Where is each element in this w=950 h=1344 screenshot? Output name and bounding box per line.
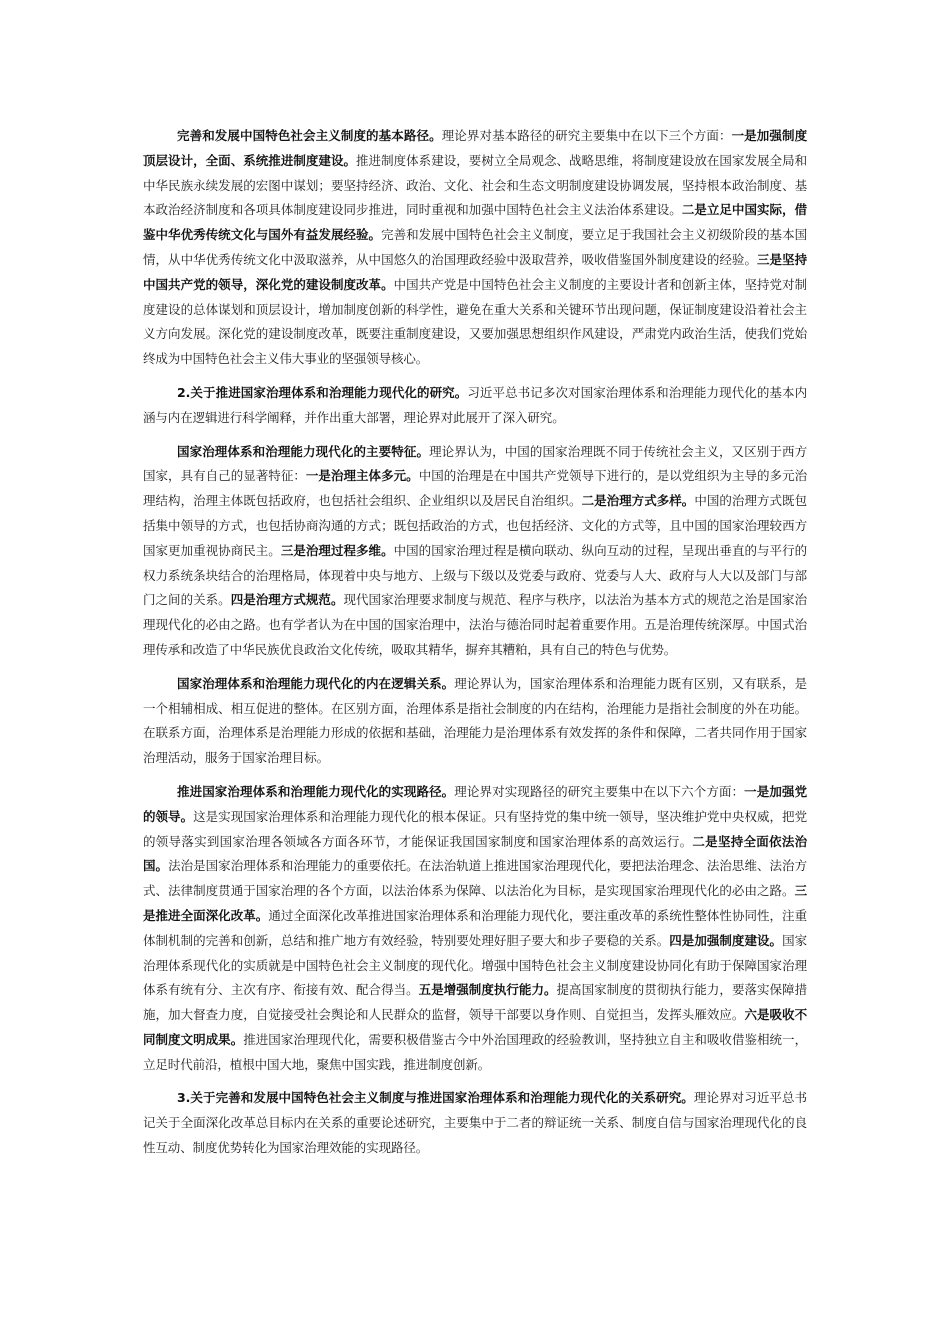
body-text: 中国的治理是在中国共产党领导下进行的，是以党组织为主导的多元治理结构，治理主体既包括政府，也包括社会组织、企业组织以及居民自治组织。 [143, 468, 808, 509]
body-paragraph [143, 1086, 807, 1160]
body-text: 理论界对基本路径的研究主要集中在以下三个方面： [441, 128, 732, 143]
bold-heading-text: 完善和发展中国特色社会主义制度的基本路径。 [177, 128, 442, 143]
body-paragraph [143, 672, 807, 771]
bold-heading-text: 2.关于推进国家治理体系和治理能力现代化的研究。 [177, 384, 468, 400]
body-text: 国家治理体系现代化的实质就是中国特色社会主义制度的现代化。增强中国特色社会主义制度建设协同化有助于保障国家治理体系有统有分、主次有序、衔接有效、配合得当。 [143, 932, 807, 998]
body-text: 中国的国家治理过程是横向联动、纵向互动的过程，呈现出垂直的与平行的权力系统条块结合的治理格局，体现着中央与地方、上级与下级以及党委与政府、党委与人大、政府与人大以及部门与部门之间的关系。 [143, 542, 808, 608]
body-paragraph [143, 780, 807, 1078]
body-text: 现代国家治理要求制度与规范、程序与秩序，以法治为基本方式的规范之治是国家治理现代化的必由之路。也有学者认为在中国的国家治理中，法治与德治同时起着重要作用。五是治理传统深厚。中国式治理传承和改造了中华民族优良政治文化传统，吸取其精华，摒弃其糟粕，具有自己的特色与优势。 [143, 592, 807, 657]
bold-heading-text: 五是增强制度执行能力。 [418, 982, 557, 998]
bold-heading-text: 三是坚持中国共产党的领导，深化党的建设制度改革。 [143, 251, 807, 292]
body-text: 法治是国家治理体系和治理能力的重要依托。在法治轨道上推进国家治理现代化，要把法治理念、法治思维、法治方式、法律制度贯通于国家治理的各个方面，以法治体系为保障、以法治化为目标，是实现国家治理现代化的必由之路。 [143, 858, 807, 899]
bold-heading-text: 四是治理方式规范。 [230, 592, 344, 608]
body-paragraph [143, 440, 807, 663]
bold-heading-text: 六是吸收不同制度文明成果。 [143, 1007, 807, 1047]
bold-heading-text: 二是立足中国实际，借鉴中华优秀传统文化与国外有益发展经验。 [143, 202, 807, 243]
body-paragraph [143, 381, 807, 431]
bold-heading-text: 3.关于完善和发展中国特色社会主义制度与推进国家治理体系和治理能力现代化的关系研究。 [177, 1090, 694, 1106]
document-body [143, 124, 807, 1170]
bold-heading-text: 四是加强制度建设。 [669, 932, 783, 948]
body-text: 通过全面深化改革推进国家治理体系和治理能力现代化，要注重改革的系统性整体性协同性，注重体制机制的完善和创新，总结和推广地方有效经验，特别要处理好胆子要大和步子要稳的关系。 [143, 907, 807, 948]
body-text: 提高国家制度的贯彻执行能力，要落实保障措施，加大督查力度，自觉接受社会舆论和人民群众的监督，领导干部要以身作则、自觉担当，发挥头雁效应。 [143, 982, 807, 1023]
bold-heading-text: 一是治理主体多元。 [305, 468, 419, 484]
bold-heading-text: 国家治理体系和治理能力现代化的主要特征。 [177, 443, 430, 459]
bold-heading-text: 国家治理体系和治理能力现代化的内在逻辑关系。 [177, 675, 455, 691]
bold-heading-text: 二是治理方式多样。 [581, 493, 695, 509]
bold-heading-text: 三是治理过程多维。 [280, 542, 394, 558]
body-text: 推进制度体系建设，要树立全局观念、战略思维，将制度建设放在国家发展全局和中华民族永续发展的宏图中谋划；要坚持经济、政治、文化、社会和生态文明制度建设协调发展，坚持根本政治制度、基本政治经济制度和各项具体制度建设同步推进，同时重视和加强中国特色社会主义法治体系建设。 [143, 152, 807, 218]
body-text: 中国共产党是中国特色社会主义制度的主要设计者和创新主体，坚持党对制度建设的总体谋划和顶层设计，增加制度创新的科学性，避免在重大关系和关键环节出现问题，保证制度建设沿着社会主义方向发展。深化党的建设制度改革，既要注重制度建设，又要加强思想组织作风建设，严肃党内政治生活，使我们党始终成为中国特色社会主义伟大事业的坚强领导核心。 [143, 276, 807, 367]
body-text: 理论界认为，国家治理体系和治理能力既有区别，又有联系，是一个相辅相成、相互促进的整体。在区别方面，治理体系是指社会制度的内在结构，治理能力是指社会制度的外在功能。在联系方面，治理体系是治理能力形成的依据和基础，治理能力是治理体系有效发挥的条件和保障，二者共同作用于国家治理活动，服务于国家治理目标。 [143, 675, 808, 766]
body-text: 这是实现国家治理体系和治理能力现代化的根本保证。只有坚持党的集中统一领导，坚决维护党中央权威，把党的领导落实到国家治理各领域各方面各环节，才能保证我国国家制度和国家治理体系的高效运行。 [143, 808, 807, 849]
body-text: 理论界认为，中国的国家治理既不同于传统社会主义，又区别于西方国家，具有自己的显著特征： [143, 443, 807, 484]
body-text: 完善和发展中国特色社会主义制度，要立足于我国社会主义初级阶段的基本国情，从中华优秀传统文化中汲取滋养，从中国悠久的治国理政经验中汲取营养，吸收借鉴国外制度建设的经验。 [143, 227, 807, 267]
body-text: 习近平总书记多次对国家治理体系和治理能力现代化的基本内涵与内在逻辑进行科学阐释，并作出重大部署，理论界对此展开了深入研究。 [143, 384, 807, 425]
bold-heading-text: 三是推进全面深化改革。 [143, 883, 807, 923]
bold-heading-text: 推进国家治理体系和治理能力现代化的实现路径。 [177, 783, 455, 799]
bold-heading-text: 一是加强制度顶层设计，全面、系统推进制度建设。 [143, 128, 807, 168]
body-text: 中国的治理方式既包括集中领导的方式，也包括协商沟通的方式；既包括政治的方式，也包括经济、文化的方式等，且中国的国家治理较西方国家更加重视协商民主。 [143, 493, 807, 558]
bold-heading-text: 一是加强党的领导。 [143, 783, 807, 824]
body-paragraph [143, 124, 807, 372]
body-text: 理论界对实现路径的研究主要集中在以下六个方面： [454, 783, 745, 799]
body-text: 理论界对习近平总书记关于全面深化改革总目标内在关系的重要论述研究，主要集中于二者的辩证统一关系、制度自信与国家治理现代化的良性互动、制度优势转化为国家治理效能的实现路径。 [143, 1090, 807, 1156]
bold-heading-text: 二是坚持全面依法治国。 [143, 833, 808, 874]
body-text: 推进国家治理现代化，需要积极借鉴古今中外治国理政的经验教训，坚持独立自主和吸收借鉴相统一，立足时代前沿，植根中国大地，聚焦中国实践，推进制度创新。 [143, 1031, 807, 1072]
